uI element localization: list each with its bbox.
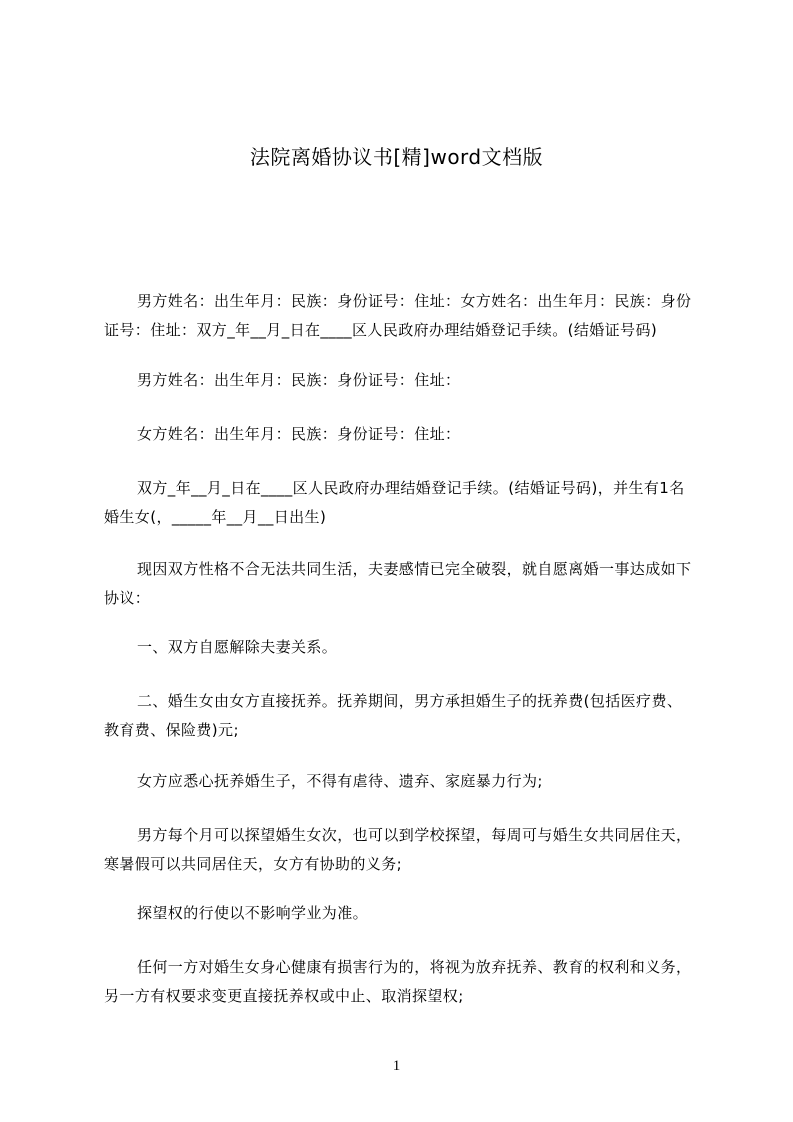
paragraph-visitation: 男方每个月可以探望婚生女次，也可以到学校探望，每周可与婚生女共同居住天，寒暑假可以共同居住天，女方有协助的义务; <box>104 826 692 873</box>
paragraph-custody-duty: 女方应悉心抚养婚生子，不得有虐待、遗弃、家庭暴力行为; <box>137 772 543 790</box>
paragraph-clause-2: 二、婚生女由女方直接抚养。抚养期间，男方承担婚生子的抚养费(包括医疗费、教育费、保险费)元; <box>104 692 683 739</box>
paragraph-harm-clause: 任何一方对婚生女身心健康有损害行为的，将视为放弃抚养、教育的权利和义务，另一方有权要求变更直接抚养权或中止、取消探望权; <box>104 958 692 1005</box>
paragraph-visitation-limit: 探望权的行使以不影响学业为准。 <box>137 904 369 922</box>
document-title: 法院离婚协议书[精]word文档版 <box>249 145 544 169</box>
paragraph-parties-summary: 男方姓名：出生年月：民族：身份证号：住址：女方姓名：出生年月：民族：身份证号：住址：双方_年__月_日在____区人民政府办理结婚登记手续。(结婚证号码) <box>104 292 692 339</box>
paragraph-male-party: 男方姓名：出生年月：民族：身份证号：住址： <box>137 371 461 389</box>
paragraph-divorce-reason: 现因双方性格不合无法共同生活，夫妻感情已完全破裂，就自愿离婚一事达成如下协议： <box>104 560 692 607</box>
paragraph-marriage-registration: 双方_年__月_日在____区人民政府办理结婚登记手续。(结婚证号码)，并生有1名婚生女(，_____年__月__日出生) <box>104 479 685 526</box>
page-number: 1 <box>392 1058 401 1074</box>
paragraph-clause-1: 一、双方自愿解除夫妻关系。 <box>137 638 338 656</box>
paragraph-female-party: 女方姓名：出生年月：民族：身份证号：住址： <box>137 425 461 443</box>
